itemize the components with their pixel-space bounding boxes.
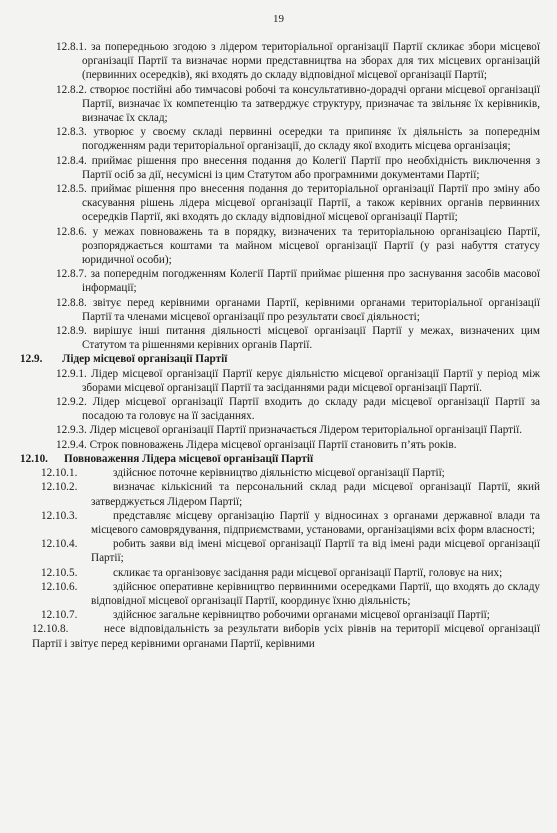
list-item: 12.8.6. у межах повноважень та в порядку, визначених та територіальною організацією Партії, розпоряджається коштами та майном місцевої організації Партії (у разі набуття статусу юридичної особи); (56, 225, 540, 267)
list-item: 12.10.5. скликає та організовує засідання ради місцевої організації Партії, головує на них; (41, 566, 503, 579)
page-number: 19 (273, 13, 284, 25)
list-item: 12.8.1. за попередньою згодою з лідером територіальної організації Партії скликає збори місцевої організації Партії та визначає норми представництва на зборах для тих місцевих організацій (первинних осередків), які входять до складу відповідної місцевої організації Партії; (56, 41, 540, 82)
items-12-10 (20, 466, 540, 651)
document-body (20, 40, 540, 651)
list-item: 12.8.2. створює постійні або тимчасові робочі та консультативно-дорадчі органи місцевої організації Партії, визначає їх компетенцію та затверджує структуру, призначає та звільняє їх керівників, визначає їх склад; (56, 83, 540, 125)
list-item: 12.10.2. визначає кількісний та персональний склад ради місцевої організації Партії, який затверджується Лідером Партії; (41, 481, 540, 508)
list-item: 12.9.1. Лідер місцевої організації Партії керує діяльністю місцевої організації Партії у період між зборами місцевої організації Партії та засіданнями ради місцевої організації Партії. (56, 367, 540, 394)
list-item: 12.10.6. здійснює оперативне керівництво первинними осередками Партії, що входять до складу відповідної місцевої організації Партії, координує їхню діяльність; (41, 580, 540, 607)
list-item: 12.9.2. Лідер місцевої організації Партії входить до складу ради місцевої організації Партії за посадою та головує на її засіданнях. (56, 396, 541, 423)
list-item: 12.8.8. звітує перед керівними органами Партії, керівними органами територіальної організації Партії та членами місцевої організації про результати своєї діяльності; (56, 296, 540, 323)
list-item: 12.10.8. несе відповідальність за результати виборів усіх рівнів на території місцевої організації Партії і звітує перед керівними органами Партії, керівними (32, 623, 540, 650)
list-item: 12.9.4. Строк повноважень Лідера місцевої організації Партії становить п’ять років. (56, 438, 457, 451)
list-item: 12.8.5. приймає рішення про внесення подання до територіальної організації Партії про зміну або скасування рішень лідера місцевої організації Партії, а також керівних органів первинних осередків Партії, які входять до складу відповідної місцевої організації Партії; (56, 183, 540, 224)
list-item: 12.10.4. робить заяви від імені місцевої організації Партії та від імені ради місцевої організації Партії; (41, 538, 540, 565)
items-12-9 (20, 367, 540, 452)
list-item: 12.10.7. здійснює загальне керівництво робочими органами місцевої організації Партії; (41, 609, 490, 622)
section-heading-12-10: 12.10. Повноваження Лідера місцевої організації Партії (20, 452, 314, 465)
section-heading-12-9: 12.9. Лідер місцевої організації Партії (20, 353, 228, 366)
list-item: 12.8.3. утворює у своєму складі первинні осередки та припиняє їх діяльність за попереднім погодженням ради територіальної організації, до складу якої входить місцева організація; (56, 126, 540, 153)
list-item: 12.10.1. здійснює поточне керівництво діяльністю місцевої організації Партії; (41, 467, 445, 480)
list-item: 12.8.9. вирішує інші питання діяльності місцевої організації Партії у межах, визначених цим Статутом та рішеннями керівних органів Партії. (56, 325, 541, 352)
list-item: 12.8.7. за попереднім погодженням Колегії Партії приймає рішення про заснування засобів масової інформації; (56, 268, 541, 295)
list-item: 12.10.3. представляє місцеву організацію Партії у відносинах з органами державної влади та місцевого самоврядування, підприємствами, установами, організаціями всіх форм власності; (41, 509, 540, 536)
list-item: 12.9.3. Лідер місцевої організації Партії призначається Лідером територіальної організації Партії. (56, 424, 523, 437)
items-12-8 (20, 40, 540, 352)
list-item: 12.8.4. приймає рішення про внесення подання до Колегії Партії про необхідність виключення з Партії осіб за дії, несумісні із цим Статутом або програмними документами Партії; (56, 154, 540, 181)
